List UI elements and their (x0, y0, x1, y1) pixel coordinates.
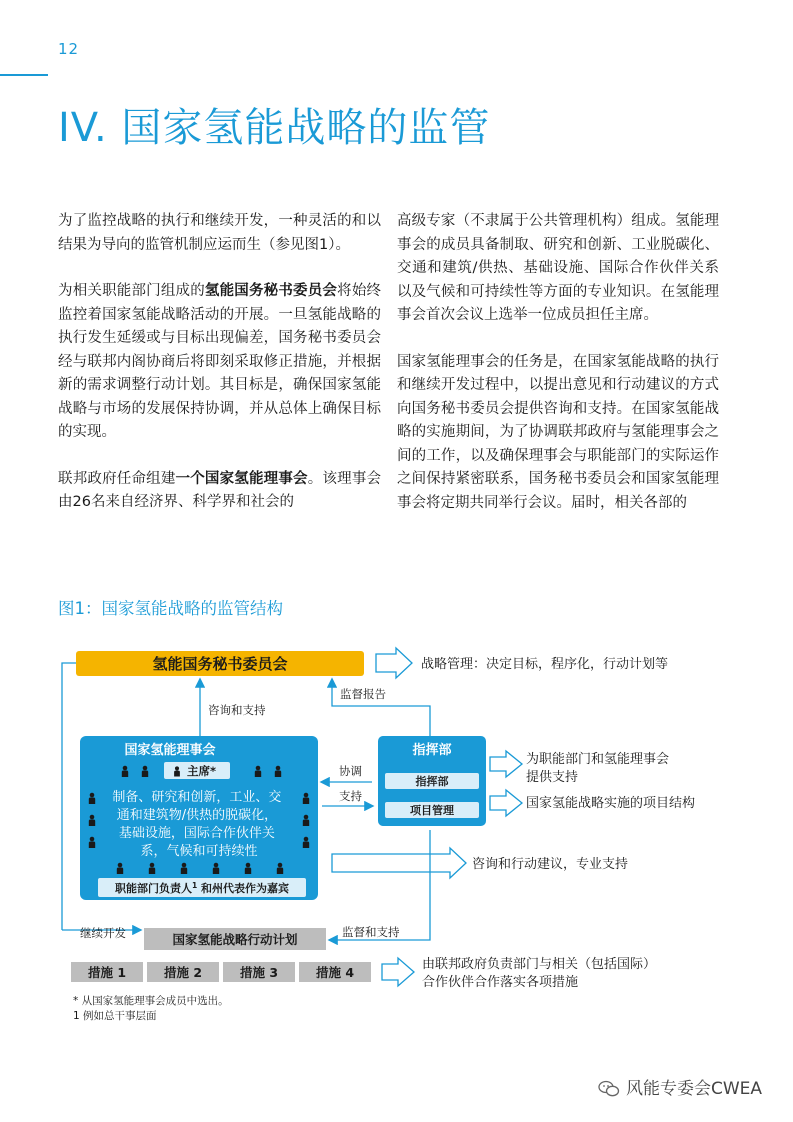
council-title: 国家氢能理事会 (124, 743, 216, 758)
monitor-support-label: 监督和支持 (342, 925, 400, 939)
command-note1: 为职能部门和氢能理事会 提供支持 (526, 752, 670, 785)
bold-term: 氢能国务秘书委员会 (204, 283, 338, 299)
advice-arrow (332, 848, 466, 878)
guests-label: 职能部门负责人$^1$ 和州代表作为嘉宾 (114, 881, 290, 895)
chapter-title: IV. 国家氢能战略的监管 (58, 105, 491, 151)
command-note2: 国家氢能战略实施的项目结构 (526, 796, 696, 811)
strategy-arrow (376, 648, 412, 678)
paragraph: 联邦政府任命组建一个国家氢能理事会。该理事会由26名来自经济界、科学界和社会的 (58, 470, 382, 510)
committee-label: 氢能国务秘书委员会 (152, 655, 288, 673)
bold-term: 一个国家氢能理事会 (175, 470, 308, 487)
body-column-right (397, 210, 719, 538)
advice-note: 咨询和行动建议，专业支持 (472, 857, 629, 872)
footnote: * 从国家氢能理事会成员中选出。 (73, 995, 229, 1007)
continue-dev-line (62, 663, 76, 930)
command-inner-label: 指挥部 (415, 775, 449, 788)
watermark-text: 风能专委会CWEA (626, 1079, 763, 1099)
governance-diagram (40, 630, 760, 992)
header-rule (0, 74, 48, 76)
footnotes (73, 994, 229, 1024)
measure-label: 措施 4 (315, 965, 355, 980)
measure-label: 措施 3 (239, 965, 279, 980)
continue-dev-label: 继续开发 (80, 926, 126, 940)
paragraph: 为了监控战略的执行和继续开发，一种灵活的和以结果为导向的监管机制应运而生（参见图1）。 (58, 213, 381, 253)
command-note1-arrow (490, 751, 522, 777)
command-note2-arrow (490, 790, 522, 816)
council-expertise: 制备、研究和创新，工业、交 通和建筑物/供热的脱碳化， 基础设施，国际合作伙伴关 系，气候和可持续性 (112, 790, 282, 859)
monitor-report-label: 监督报告 (340, 687, 386, 701)
measures-arrow (382, 958, 414, 986)
paragraph: 高级专家（不隶属于公共管理机构）组成。氢能理事会的成员具备制取、研究和创新、工业脱碳化、交通和建筑/供热、基础设施、国际合作伙伴关系以及气候和可持续性等方面的专业知识。在氢能理事会首次会议上选举一位成员担任主席。 (397, 213, 719, 323)
wechat-icon (598, 1080, 620, 1098)
coordinate-label: 协调 (339, 764, 362, 778)
strategy-note: 战略管理：决定目标，程序化，行动计划等 (421, 657, 669, 672)
chair-label: 主席* (187, 764, 217, 778)
support-label: 支持 (339, 789, 362, 803)
footnote: 1 例如总干事层面 (73, 1010, 157, 1022)
monitor-support-line (330, 830, 430, 940)
project-mgmt-label: 项目管理 (410, 804, 454, 817)
measure-label: 措施 2 (163, 965, 203, 980)
paragraph: 国家氢能理事会的任务是，在国家氢能战略的执行和继续开发过程中，以提出意见和行动建议的方式向国务秘书委员会提供咨询和支持。在国家氢能战略的实施期间，为了协调联邦政府与氢能理事会之间的工作，以及确保理事会与职能部门的实际运作之间保持紧密联系，国务秘书委员会和国家氢能理事会将定期共同举行会议。届时，相关各部的 (397, 353, 719, 511)
paragraph: 为相关职能部门组成的氢能国务秘书委员会将始终监控着国家氢能战略活动的开展。一旦氢能战略的执行发生延缓或与目标出现偏差，国务秘书委员会经与联邦内阁协商后将即刻采取修正措施，并根据新的需求调整行动计划。其目标是，确保国家氢能战略与市场的发展保持协调，并从总体上确保目标的实现。 (58, 283, 382, 440)
body-column-left (58, 210, 381, 538)
measure-label: 措施 1 (87, 965, 127, 980)
figure-title: 图1：国家氢能战略的监管结构 (58, 599, 283, 618)
page-number: 12 (58, 40, 80, 58)
command-title: 指挥部 (412, 743, 452, 758)
measures-note: 由联邦政府负责部门与相关（包括国际） 合作伙伴合作落实各项措施 (422, 957, 657, 990)
advise-label: 咨询和支持 (208, 703, 266, 717)
watermark (598, 1074, 762, 1099)
action-plan-label: 国家氢能战略行动计划 (172, 932, 298, 947)
